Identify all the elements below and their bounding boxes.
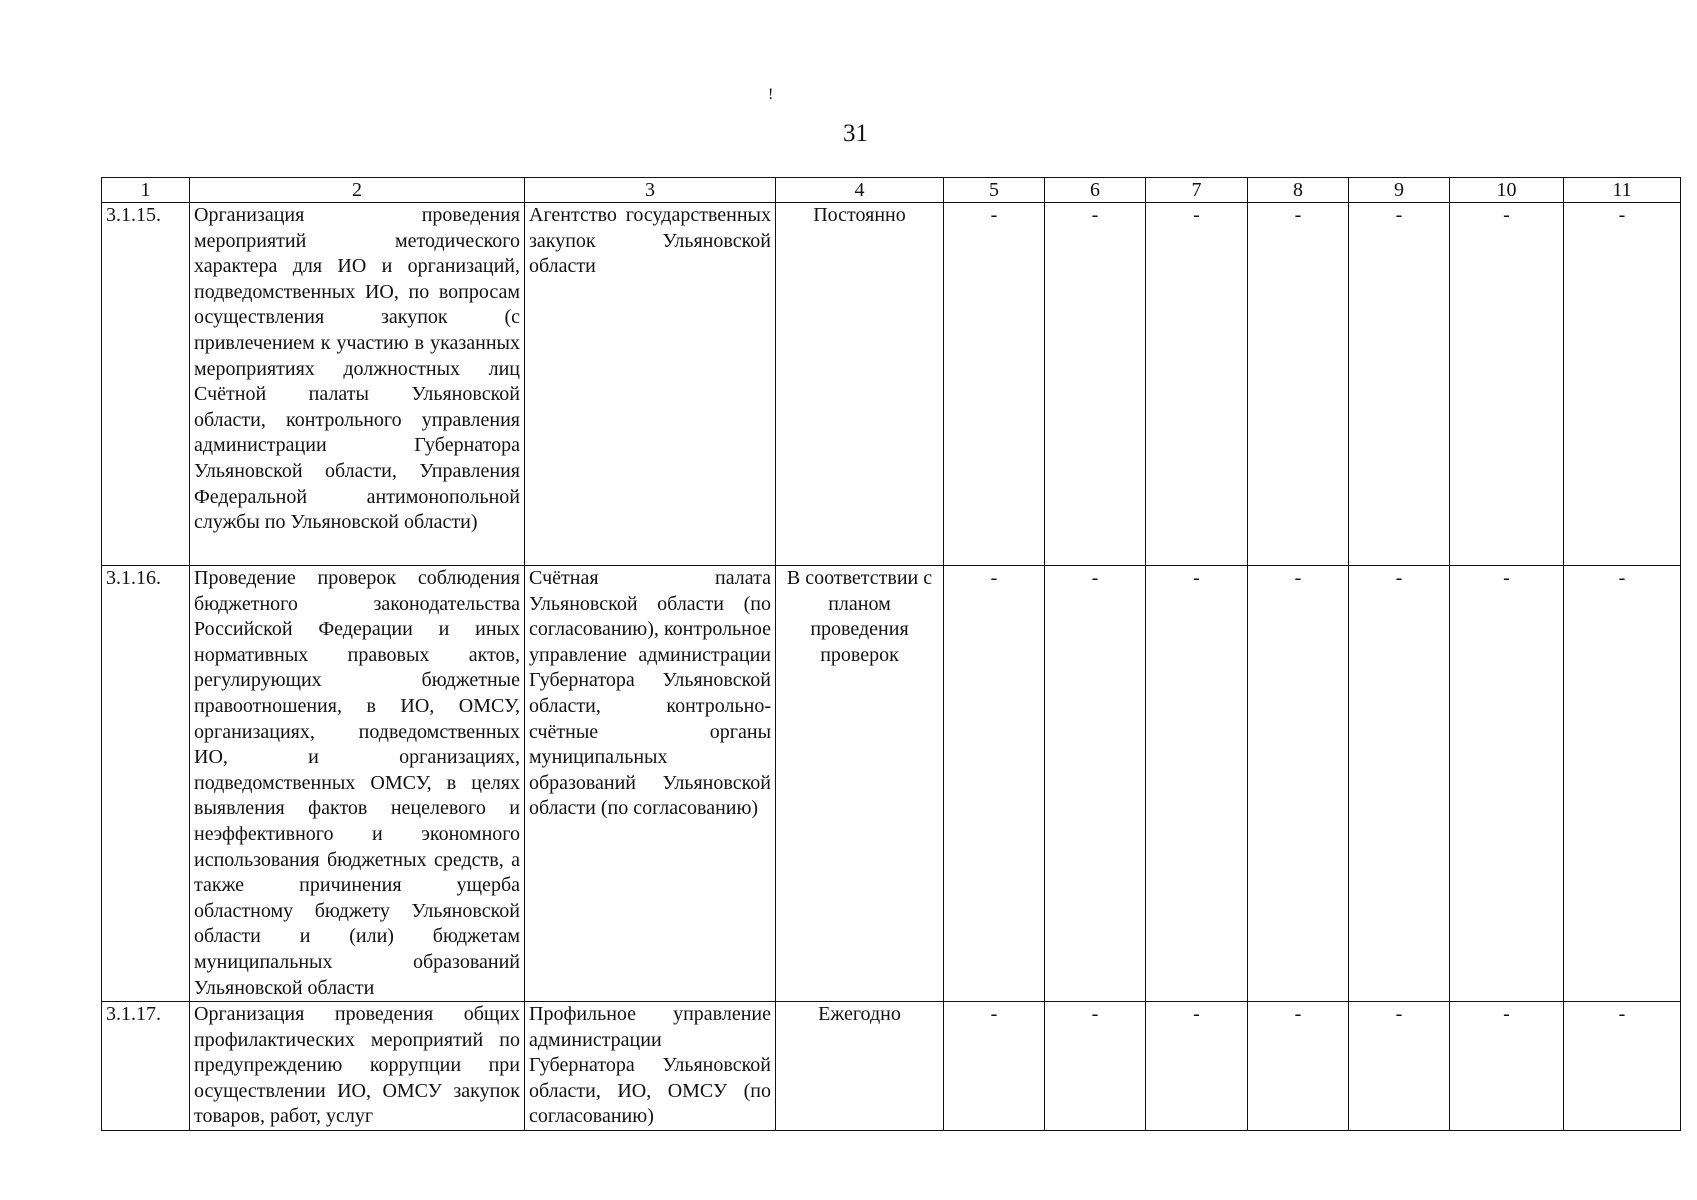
row-number: 3.1.16.	[102, 566, 190, 1002]
table-row	[102, 203, 1681, 566]
term-cell: Постоянно	[776, 203, 944, 566]
value-cell: -	[1146, 1002, 1248, 1131]
column-header: 6	[1045, 178, 1146, 203]
term-cell: Ежегодно	[776, 1002, 944, 1131]
value-cell: -	[944, 566, 1045, 1002]
page-mark: !	[768, 86, 774, 103]
value-cell: -	[1564, 203, 1681, 566]
value-cell: -	[1450, 1002, 1564, 1131]
value-cell: -	[1045, 1002, 1146, 1131]
value-cell: -	[1564, 566, 1681, 1002]
value-cell: -	[1349, 566, 1450, 1002]
executor-cell: Профильное управление администрации Губернатора Ульяновской области, ИО, ОМСУ (по согласованию)	[525, 1002, 776, 1131]
column-header: 2	[190, 178, 525, 203]
value-cell: -	[1045, 203, 1146, 566]
table-row	[102, 1002, 1681, 1131]
executor-cell: Счётная палата Ульяновской области (по согласованию), контрольное управление администрации Губернатора Ульяновской области, контрольно-счётные органы муниципальных образований Ульяновской области (по согласованию)	[525, 566, 776, 1002]
term-cell: В соответствии с планом проведения проверок	[776, 566, 944, 1002]
column-header: 4	[776, 178, 944, 203]
column-header: 11	[1564, 178, 1681, 203]
column-header: 3	[525, 178, 776, 203]
column-header: 5	[944, 178, 1045, 203]
table-row	[102, 566, 1681, 1002]
executor-cell: Агентство государственных закупок Ульяновской области	[525, 203, 776, 566]
value-cell: -	[1450, 566, 1564, 1002]
value-cell: -	[1564, 1002, 1681, 1131]
value-cell: -	[1146, 203, 1248, 566]
value-cell: -	[1248, 1002, 1349, 1131]
value-cell: -	[1248, 566, 1349, 1002]
value-cell: -	[1045, 566, 1146, 1002]
column-header: 10	[1450, 178, 1564, 203]
column-header: 8	[1248, 178, 1349, 203]
value-cell: -	[1146, 566, 1248, 1002]
column-header: 1	[102, 178, 190, 203]
value-cell: -	[1349, 1002, 1450, 1131]
row-number: 3.1.17.	[102, 1002, 190, 1131]
activity-cell: Организация проведения общих профилактических мероприятий по предупреждению коррупции при осуществлении ИО, ОМСУ закупок товаров, работ, услуг	[190, 1002, 525, 1131]
page-number: 31	[843, 120, 868, 147]
value-cell: -	[1349, 203, 1450, 566]
value-cell: -	[1248, 203, 1349, 566]
row-number: 3.1.15.	[102, 203, 190, 566]
header-row	[102, 178, 1681, 203]
value-cell: -	[1450, 203, 1564, 566]
activity-cell: Проведение проверок соблюдения бюджетного законодательства Российской Федерации и иных нормативных правовых актов, регулирующих бюджетные правоотношения, в ИО, ОМСУ, организациях, подведомственных ИО, и организациях, подведомственных ОМСУ, в целях выявления фактов нецелевого и неэффективного и экономного использования бюджетных средств, а также причинения ущерба областному бюджету Ульяновской области и (или) бюджетам муниципальных образований Ульяновской области	[190, 566, 525, 1002]
value-cell: -	[944, 203, 1045, 566]
column-header: 9	[1349, 178, 1450, 203]
column-header: 7	[1146, 178, 1248, 203]
activity-cell: Организация проведения мероприятий методического характера для ИО и организаций, подведомственных ИО, по вопросам осуществления закупок (с привлечением к участию в указанных мероприятиях должностных лиц Счётной палаты Ульяновской области, контрольного управления администрации Губернатора Ульяновской области, Управления Федеральной антимонопольной службы по Ульяновской области)	[190, 203, 525, 566]
value-cell: -	[944, 1002, 1045, 1131]
plan-table	[101, 177, 1681, 1131]
